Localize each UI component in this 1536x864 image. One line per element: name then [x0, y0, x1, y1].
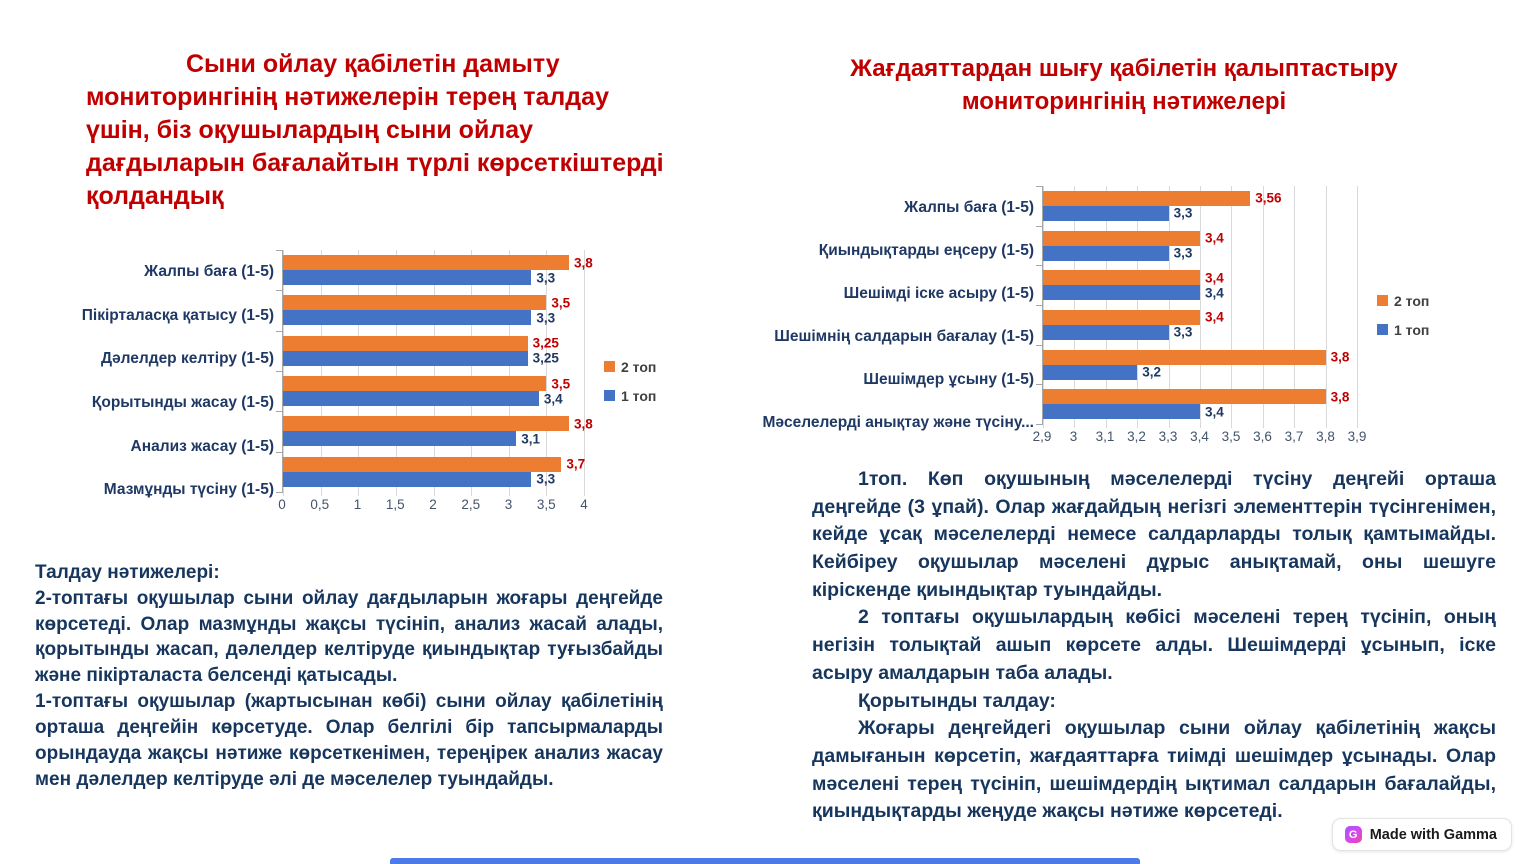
value-label: 3,5 [551, 295, 571, 311]
x-tick-label: 2,9 [1032, 429, 1052, 444]
made-with-gamma-label: Made with Gamma [1369, 826, 1497, 843]
value-label: 3,25 [532, 335, 559, 351]
bar-group [1043, 231, 1357, 246]
bar-row [1043, 226, 1357, 266]
bar-1-топ [1043, 285, 1200, 300]
bar-group [1043, 270, 1357, 285]
bar-1-топ [283, 270, 531, 285]
category-label: Мазмұнды түсіну (1-5) [103, 481, 274, 499]
bottom-progress-bar [390, 858, 1140, 864]
bar-2-топ [1043, 191, 1250, 206]
chart-legend [604, 359, 656, 404]
value-label: 3,3 [1173, 245, 1193, 261]
plot-area [282, 250, 593, 492]
value-label: 3,4 [1205, 404, 1224, 420]
bar-2-топ [283, 416, 569, 431]
value-label: 3,8 [1330, 389, 1350, 405]
x-tick-label: 3 [1069, 429, 1078, 444]
axis-tick-mark [1036, 226, 1043, 227]
bar-1-топ [1043, 246, 1169, 261]
legend-swatch [1377, 324, 1388, 335]
axis-tick-mark [276, 371, 283, 372]
legend-item [1377, 322, 1429, 338]
plot-area [1042, 186, 1357, 424]
bar-row [283, 411, 593, 451]
value-label: 3,4 [1205, 309, 1224, 325]
category-label: Қорытынды жасау (1-5) [91, 393, 274, 411]
bar-2-топ [1043, 350, 1326, 365]
x-tick-label: 0,5 [310, 497, 330, 512]
bar-1-топ [1043, 325, 1169, 340]
axis-tick-mark [276, 331, 283, 332]
x-tick-label: 3,2 [1127, 429, 1146, 444]
value-label: 3,4 [1205, 270, 1224, 286]
axis-tick-mark [276, 452, 283, 453]
bar-group [283, 310, 584, 325]
category-label: Пікірталасқа қатысу (1-5) [81, 306, 274, 324]
x-axis [1032, 424, 1367, 444]
x-tick-label: 3 [504, 497, 513, 512]
right-analysis-para1: 1топ. Көп оқушының мәселелерді түсіну деңгейі орташа деңгейде (3 ұпай). Олар жағдайдың негізгі элементтерін түсінгенімен, кейде ұсақ мәселелерді немесе салдарларды толық қамтымайды. Кейбіреу оқушылар мәселені дұрыс анықтамай, оны шешуге кіріскенде қиындықтар туындайды. [812, 468, 1496, 601]
bar-2-топ [1043, 270, 1200, 285]
bar-group [1043, 325, 1357, 340]
bar-1-топ [283, 431, 516, 446]
category-label: Шешімді іске асыру (1-5) [843, 284, 1034, 302]
bar-group [1043, 246, 1357, 261]
legend-label: 2 топ [621, 358, 657, 375]
value-label: 3,7 [566, 456, 586, 472]
legend-label: 2 топ [1394, 292, 1430, 309]
x-tick-label: 3,4 [1190, 429, 1209, 444]
value-label: 3,25 [532, 350, 559, 366]
bar-group [283, 472, 584, 487]
x-tick-label: 3,9 [1347, 429, 1367, 444]
axis-tick-mark [1036, 265, 1043, 266]
bar-group [283, 376, 584, 391]
axis-tick-mark [1036, 384, 1043, 385]
x-tick-label: 4 [580, 497, 588, 512]
x-tick-label: 2,5 [461, 497, 481, 512]
right-slide-title: Жағдаяттардан шығу қабілетін қалыптастыру мониторингінің нәтижелері [850, 55, 1398, 116]
left-analysis-para1: 2-топтағы оқушылар сыни ойлау дағдыларын жоғары деңгейде көрсетеді. Олар мазмұнды жақсы түсініп, анализ жасай алады, қорытынды жасап, дәлелдер келтіруде қиындықтар туғызбайды және пікірталаста белсенді қатысады. [35, 587, 663, 687]
bar-group [1043, 285, 1357, 300]
x-tick-label: 3,6 [1253, 429, 1272, 444]
axis-tick-mark [276, 250, 283, 251]
bar-group [283, 457, 584, 472]
legend-swatch [604, 390, 615, 401]
category-label: Шешімнің салдарын бағалау (1-5) [774, 327, 1034, 345]
axis-tick-mark [1036, 305, 1043, 306]
bar-1-топ [283, 472, 531, 487]
bar-group [1043, 404, 1357, 419]
bar-row [1043, 305, 1357, 345]
made-with-gamma-badge[interactable] [1332, 818, 1512, 851]
bar-2-топ [1043, 310, 1200, 325]
legend-label: 1 топ [621, 387, 657, 404]
bar-row [283, 250, 593, 290]
legend-label: 1 топ [1394, 321, 1430, 338]
category-label: Қиындықтарды еңсеру (1-5) [818, 241, 1034, 259]
bar-row [1043, 384, 1357, 424]
bar-row [283, 290, 584, 330]
value-label: 3,8 [573, 416, 593, 432]
value-label: 3,3 [536, 310, 556, 326]
x-tick-label: 3,5 [536, 497, 556, 512]
left-analysis-heading: Талдау нәтижелері: [35, 562, 220, 583]
value-label: 3,8 [1330, 349, 1350, 365]
legend-swatch [1377, 295, 1388, 306]
bar-group [283, 336, 584, 351]
bar-group [283, 270, 584, 285]
value-label: 3,3 [536, 471, 556, 487]
bar-group [1043, 191, 1357, 206]
category-label: Жалпы баға (1-5) [144, 262, 274, 280]
bar-2-топ [1043, 389, 1326, 404]
category-label: Дәлелдер келтіру (1-5) [100, 350, 274, 368]
bar-group [283, 391, 584, 406]
x-tick-label: 2 [429, 497, 437, 512]
x-tick-label: 0 [278, 497, 286, 512]
bar-group [1043, 350, 1357, 365]
bar-row [283, 331, 584, 371]
value-label: 3,2 [1142, 364, 1161, 380]
bar-row [283, 452, 584, 492]
category-label: Шешімдер ұсыну (1-5) [863, 370, 1034, 388]
right-analysis-para3: Жоғары деңгейдегі оқушылар сыни ойлау қабілетінің жақсы дамығанын көрсетіп, жағдаяттарға тиімді шешімдер ұсынады. Олар мәселені терең түсініп, шешімдердің ықтимал салдарын бағалайды, қиындықтарды жеңуде жақсы нәтиже көрсетеді. [812, 717, 1496, 823]
value-label: 3,4 [1205, 285, 1224, 301]
bar-1-топ [1043, 206, 1169, 221]
right-analysis-text [812, 466, 1496, 826]
bar-1-топ [1043, 404, 1200, 419]
value-label: 3,56 [1255, 190, 1282, 206]
bar-row [1043, 186, 1357, 226]
plot-wrap [1032, 186, 1367, 444]
bar-row [1043, 265, 1357, 305]
value-label: 3,3 [1173, 324, 1193, 340]
bar-group [283, 416, 593, 432]
axis-tick-mark [276, 411, 283, 412]
bar-group [1043, 206, 1357, 221]
x-tick-label: 3,1 [1095, 429, 1115, 444]
bar-group [1043, 389, 1357, 404]
bar-group [283, 255, 593, 271]
axis-tick-mark [1036, 345, 1043, 346]
bar-2-топ [283, 295, 546, 310]
x-tick-label: 1 [353, 497, 362, 512]
situation-handling-chart [762, 186, 1500, 444]
category-label: Жалпы баға (1-5) [904, 198, 1034, 216]
value-label: 3,8 [573, 255, 593, 271]
left-slide-title: Сыни ойлау қабілетін дамыту мониторингінің нәтижелерін терең талдау үшін, біз оқушылардың сыни ойлау дағдыларын бағалайтын түрлі көрсеткіштерді қолдандық [86, 50, 664, 210]
left-analysis-para2: 1-топтағы оқушылар (жартысынан көбі) сыни ойлау қабілетінің орташа деңгейін көрсетуде. Олар белгілі бір тапсырмаларды орындауда жақсы нәтиже көрсеткенімен, тереңірек анализ жасау мен дәлелдер келтіруде әлі де мәселелер туындайды. [35, 691, 663, 790]
axis-tick-mark [276, 290, 283, 291]
bar-1-топ [283, 391, 539, 406]
right-analysis-heading: Қорытынды талдау: [858, 689, 1056, 712]
gamma-logo-icon: G [1345, 826, 1362, 843]
left-analysis-text [35, 560, 663, 792]
axis-tick-mark [1036, 186, 1043, 187]
plot-wrap [278, 250, 593, 512]
critical-thinking-chart [81, 250, 682, 512]
category-label: Анализ жасау (1-5) [130, 437, 274, 455]
x-tick-label: 3,7 [1284, 429, 1304, 444]
bar-group [1043, 310, 1357, 325]
x-axis [278, 492, 588, 512]
bar-1-топ [1043, 365, 1137, 380]
legend-item [604, 388, 656, 404]
x-tick-label: 1,5 [385, 497, 405, 512]
bar-2-топ [1043, 231, 1200, 246]
value-label: 3,4 [543, 391, 563, 407]
bar-row [1043, 345, 1357, 385]
right-analysis-para2: 2 топтағы оқушылардың көбісі мәселені терең түсініп, оның негізін толықтай ашып көрсете алды. Шешімдерді ұсынып, іске асыру амалдарын таба алады. [812, 606, 1496, 684]
value-label: 3,4 [1205, 230, 1224, 246]
value-label: 3,1 [521, 431, 541, 447]
value-label: 3,3 [536, 270, 556, 286]
bar-group [283, 351, 584, 366]
x-tick-label: 3,8 [1316, 429, 1335, 444]
bar-group [283, 431, 584, 446]
bar-1-топ [283, 310, 531, 325]
bar-group [283, 295, 584, 310]
chart-legend [1377, 293, 1429, 338]
bar-2-топ [283, 255, 569, 270]
category-labels [762, 186, 1042, 444]
category-label: Мәселелерді анықтау және түсіну... [762, 413, 1034, 431]
bar-1-топ [283, 351, 528, 366]
legend-swatch [604, 361, 615, 372]
legend-item [604, 359, 656, 375]
bar-group [1043, 365, 1357, 380]
value-label: 3,5 [551, 376, 571, 392]
bar-row [283, 371, 584, 411]
x-tick-label: 3,3 [1158, 429, 1178, 444]
legend-item [1377, 293, 1429, 309]
bar-2-топ [283, 457, 561, 472]
bar-2-топ [283, 376, 546, 391]
gridline [1357, 186, 1358, 428]
x-tick-label: 3,5 [1221, 429, 1241, 444]
bar-2-топ [283, 336, 528, 351]
category-labels [81, 250, 282, 512]
value-label: 3,3 [1173, 205, 1193, 221]
